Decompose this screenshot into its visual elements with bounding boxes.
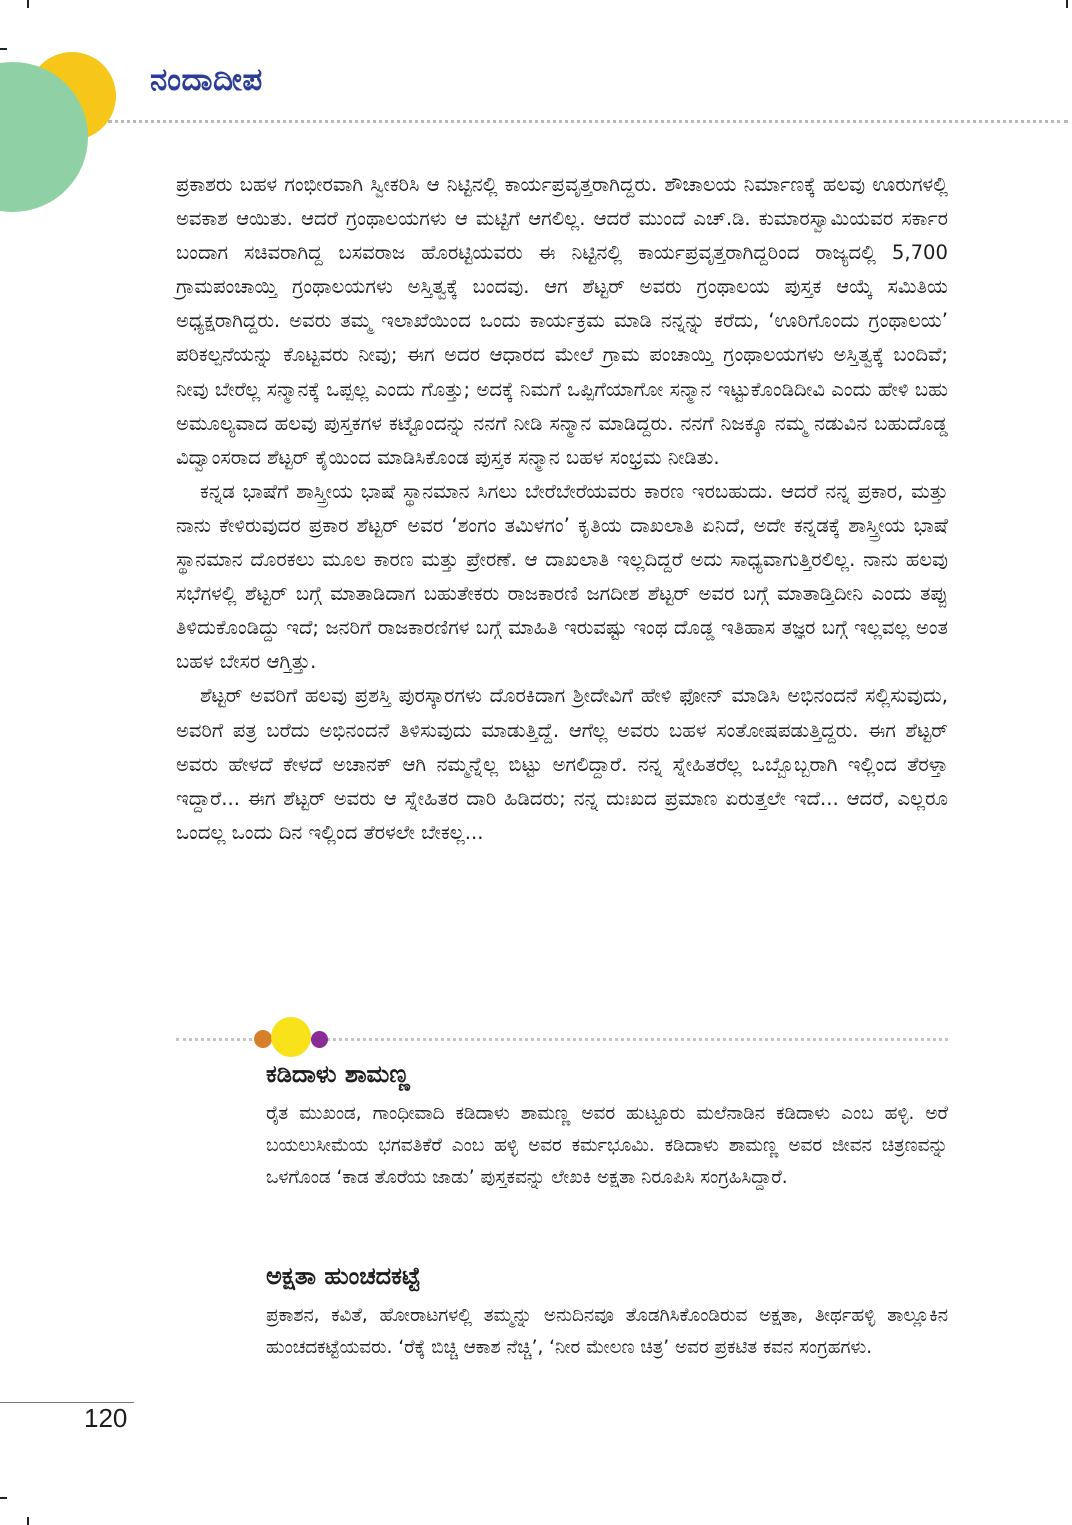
bio-text: ಪ್ರಕಾಶನ, ಕವಿತೆ, ಹೋರಾಟಗಳಲ್ಲಿ ತಮ್ಮನ್ನು ಅನುದಿನವೂ ತೊಡಗಿಸಿಕೊಂಡಿರುವ ಅಕ್ಷತಾ, ತೀರ್ಥಹಳ್ಳಿ ತಾಲ್ಲೂಕಿನ ಹುಂಚದಕಟ್ಟೆಯವರು. ‘ರೆಕ್ಕೆ ಬಿಚ್ಚಿ ಆಕಾಶ ನೆಚ್ಚಿ’, ‘ನೀರ ಮೇಲಣ ಚಿತ್ರ’ ಅವರ ಪ್ರಕಟಿತ ಕವನ ಸಂಗ್ರಹಗಳು. (266, 1305, 948, 1358)
page-number: 120 (84, 1403, 128, 1433)
bio-text: ರೈತ ಮುಖಂಡ, ಗಾಂಧೀವಾದಿ ಕಡಿದಾಳು ಶಾಮಣ್ಣ ಅವರ ಹುಟ್ಟೂರು ಮಲೆನಾಡಿನ ಕಡಿದಾಳು ಎಂಬ ಹಳ್ಳಿ. ಅರೆ ಬಯಲುಸೀಮೆಯ ಭಗವತಿಕೆರೆ ಎಂಬ ಹಳ್ಳಿ ಅವರ ಕರ್ಮಭೂಮಿ. ಕಡಿದಾಳು ಶಾಮಣ್ಣ ಅವರ ಜೀವನ ಚಿತ್ರಣವನ್ನು ಒಳಗೊಂಡ ‘ಕಾಡ ತೊರೆಯ ಜಾಡು’ ಪುಸ್ತಕವನ್ನು ಲೇಖಕಿ ಅಕ್ಷತಾ ನಿರೂಪಿಸಿ ಸಂಗ್ರಹಿಸಿದ್ದಾರೆ. (266, 1103, 948, 1188)
separator-purple-dot (311, 1031, 328, 1048)
running-header-title: ನಂದಾದೀಪ (150, 62, 263, 98)
paragraph-3: ಶೆಟ್ಟರ್ ಅವರಿಗೆ ಹಲವು ಪ್ರಶಸ್ತಿ ಪುರಸ್ಕಾರಗಳು ದೊರಕಿದಾಗ ಶ್ರೀದೇವಿಗೆ ಹೇಳಿ ಫೋನ್ ಮಾಡಿಸಿ ಅಭಿನಂದನೆ ಸಲ್ಲಿಸುವುದು, ಅವರಿಗೆ ಪತ್ರ ಬರೆದು ಅಭಿನಂದನೆ ತಿಳಿಸುವುದು ಮಾಡುತ್ತಿದ್ದೆ. ಆಗೆಲ್ಲ ಅವರು ಬಹಳ ಸಂತೋಷಪಡುತ್ತಿದ್ದರು. ಈಗ ಶೆಟ್ಟರ್ ಅವರು ಹೇಳದೆ ಕೇಳದೆ ಅಚಾನಕ್ ಆಗಿ ನಮ್ಮನ್ನೆಲ್ಲ ಬಿಟ್ಟು ಅಗಲಿದ್ದಾರೆ. ನನ್ನ ಸ್ನೇಹಿತರೆಲ್ಲ ಒಬ್ಬೊಬ್ಬರಾಗಿ ಇಲ್ಲಿಂದ ತೆರಳ್ತಾ ಇದ್ದಾರೆ... ಈಗ ಶೆಟ್ಟರ್ ಅವರು ಆ ಸ್ನೇಹಿತರ ದಾರಿ ಹಿಡಿದರು; ನನ್ನ ದುಃಖದ ಪ್ರಮಾಣ ಏರುತ್ತಲೇ ಇದೆ... ಆದರೆ, ಎಲ್ಲರೂ ಒಂದಲ್ಲ ಒಂದು ದಿನ ಇಲ್ಲಿಂದ ತೆರಳಲೇ ಬೇಕಲ್ಲ... (176, 684, 948, 844)
paragraph-2: ಕನ್ನಡ ಭಾಷೆಗೆ ಶಾಸ್ತ್ರೀಯ ಭಾಷೆ ಸ್ಥಾನಮಾನ ಸಿಗಲು ಬೇರೆಬೇರೆಯವರು ಕಾರಣ ಇರಬಹುದು. ಆದರೆ ನನ್ನ ಪ್ರಕಾರ, ಮತ್ತು ನಾನು ಕೇಳಿರುವುದರ ಪ್ರಕಾರ ಶೆಟ್ಟರ್ ಅವರ ‘ಶಂಗಂ ತಮಿಳಗಂ’ ಕೃತಿಯ ದಾಖಲಾತಿ ಏನಿದೆ, ಅದೇ ಕನ್ನಡಕ್ಕೆ ಶಾಸ್ತ್ರೀಯ ಭಾಷೆ ಸ್ಥಾನಮಾನ ದೊರಕಲು ಮೂಲ ಕಾರಣ ಮತ್ತು ಪ್ರೇರಣೆ. ಆ ದಾಖಲಾತಿ ಇಲ್ಲದಿದ್ದರೆ ಅದು ಸಾಧ್ಯವಾಗುತ್ತಿರಲಿಲ್ಲ. ನಾನು ಹಲವು ಸಭೆಗಳಲ್ಲಿ ಶೆಟ್ಟರ್ ಬಗ್ಗೆ ಮಾತಾಡಿದಾಗ ಬಹುತೇಕರು ರಾಜಕಾರಣಿ ಜಗದೀಶ ಶೆಟ್ಟರ್ ಅವರ ಬಗ್ಗೆ ಮಾತಾಡ್ತಿದೀನಿ ಎಂದು ತಪ್ಪು ತಿಳಿದುಕೊಂಡಿದ್ದು ಇದೆ; ಜನರಿಗೆ ರಾಜಕಾರಣಿಗಳ ಬಗ್ಗೆ ಮಾಹಿತಿ ಇರುವಷ್ಟು ಇಂಥ ದೊಡ್ಡ ಇತಿಹಾಸ ತಜ್ಞರ ಬಗ್ಗೆ ಇಲ್ಲವಲ್ಲ ಅಂತ ಬಹಳ ಬೇಸರ ಆಗ್ತಿತ್ತು. (176, 479, 948, 674)
crop-mark-left-lower (0, 1497, 7, 1499)
crop-mark-top-left (27, 0, 29, 8)
header-dotted-rule (108, 120, 1068, 123)
crop-mark-top-right (1066, 0, 1068, 8)
separator-orange-dot (254, 1030, 272, 1048)
bio-akshata-hunchadakatte (266, 1262, 948, 1364)
crop-mark-bottom-left (27, 1517, 29, 1525)
paragraph-1: ಪ್ರಕಾಶರು ಬಹಳ ಗಂಭೀರವಾಗಿ ಸ್ವೀಕರಿಸಿ ಆ ನಿಟ್ಟಿನಲ್ಲಿ ಕಾರ್ಯಪ್ರವೃತ್ತರಾಗಿದ್ದರು. ಶೌಚಾಲಯ ನಿರ್ಮಾಣಕ್ಕೆ ಹಲವು ಊರುಗಳಲ್ಲಿ ಅವಕಾಶ ಆಯಿತು. ಆದರೆ ಗ್ರಂಥಾಲಯಗಳು ಆ ಮಟ್ಟಿಗೆ ಆಗಲಿಲ್ಲ. ಆದರೆ ಮುಂದೆ ಎಚ್.ಡಿ. ಕುಮಾರಸ್ವಾಮಿಯವರ ಸರ್ಕಾರ ಬಂದಾಗ ಸಚಿವರಾಗಿದ್ದ ಬಸವರಾಜ ಹೊರಟ್ಟಿಯವರು ಈ ನಿಟ್ಟಿನಲ್ಲಿ ಕಾರ್ಯಪ್ರವೃತ್ತರಾಗಿದ್ದರಿಂದ ರಾಜ್ಯದಲ್ಲಿ 5,700 ಗ್ರಾಮಪಂಚಾಯ್ತಿ ಗ್ರಂಥಾಲಯಗಳು ಅಸ್ತಿತ್ವಕ್ಕೆ ಬಂದವು. ಆಗ ಶೆಟ್ಟರ್ ಅವರು ಗ್ರಂಥಾಲಯ ಪುಸ್ತಕ ಆಯ್ಕೆ ಸಮಿತಿಯ ಅಧ್ಯಕ್ಷರಾಗಿದ್ದರು. ಅವರು ತಮ್ಮ ಇಲಾಖೆಯಿಂದ ಒಂದು ಕಾರ್ಯಕ್ರಮ ಮಾಡಿ ನನ್ನನ್ನು ಕರೆದು, ‘ಊರಿಗೊಂದು ಗ್ರಂಥಾಲಯ’ ಪರಿಕಲ್ಪನೆಯನ್ನು ಕೊಟ್ಟವರು ನೀವು; ಈಗ ಅದರ ಆಧಾರದ ಮೇಲೆ ಗ್ರಾಮ ಪಂಚಾಯ್ತಿ ಗ್ರಂಥಾಲಯಗಳು ಅಸ್ತಿತ್ವಕ್ಕೆ ಬಂದಿವೆ; ನೀವು ಬೇರೆಲ್ಲ ಸನ್ಮಾನಕ್ಕೆ ಒಪ್ಪಲ್ಲ ಎಂದು ಗೊತ್ತು; ಅದಕ್ಕೆ ನಿಮಗೆ ಒಪ್ಪಿಗೆಯಾಗೋ ಸನ್ಮಾನ ಇಟ್ಟುಕೊಂಡಿದೀವಿ ಎಂದು ಹೇಳಿ ಬಹು ಅಮೂಲ್ಯವಾದ ಹಲವು ಪುಸ್ತಕಗಳ ಕಟ್ಟೊಂದನ್ನು ನನಗೆ ನೀಡಿ ಸನ್ಮಾನ ಮಾಡಿದ್ದರು. ನನಗೆ ನಿಜಕ್ಕೂ ನಮ್ಮ ನಡುವಿನ ಬಹುದೊಡ್ಡ ವಿದ್ವಾಂಸರಾದ ಶೆಟ್ಟರ್ ಕೈಯಿಂದ ಮಾಡಿಸಿಕೊಂಡ ಪುಸ್ತಕ ಸನ್ಮಾನ ಬಹಳ ಸಂಭ್ರಮ ನೀಡಿತು. (176, 173, 948, 469)
crop-mark-left-upper (0, 48, 7, 50)
bio-name: ಕಡಿದಾಳು ಶಾಮಣ್ಣ (266, 1060, 410, 1088)
bio-kadidalu-shamanna (266, 1060, 948, 1194)
main-article-text (176, 168, 948, 850)
separator-yellow-dot (271, 1017, 311, 1057)
bio-name: ಅಕ್ಷತಾ ಹುಂಚದಕಟ್ಟೆ (266, 1262, 421, 1290)
